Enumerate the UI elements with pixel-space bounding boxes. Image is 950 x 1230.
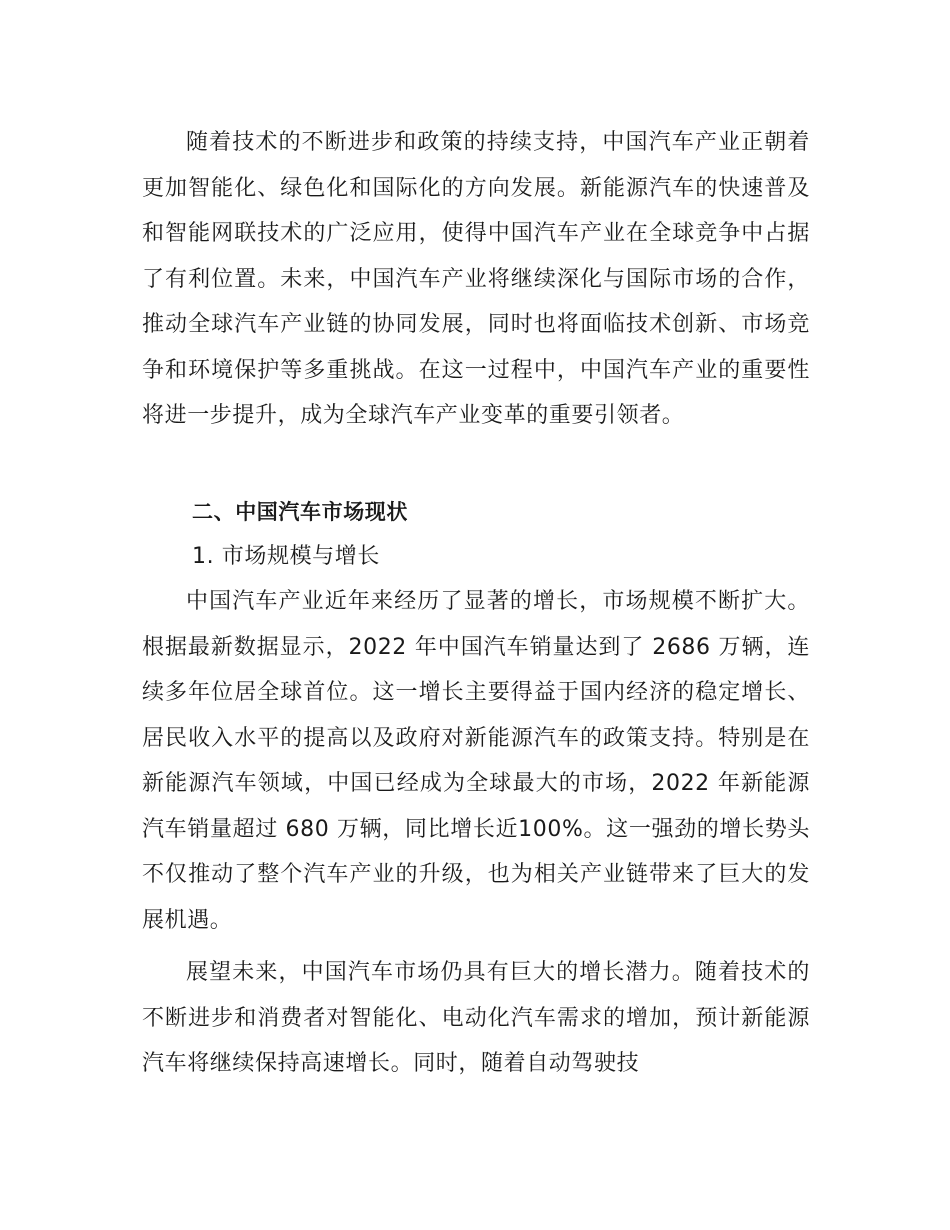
subsection-heading bbox=[142, 534, 810, 579]
section-heading bbox=[142, 490, 810, 535]
body-paragraph-outlook bbox=[142, 950, 810, 1087]
paragraph-text: 随着技术的不断进步和政策的持续支持，中国汽车产业正朝着更加智能化、绿色化和国际化的方向发展。新能源汽车的快速普及和智能网联技术的广泛应用，使得中国汽车产业在全球竞争中占据了有利位置。未来，中国汽车产业将继续深化与国际市场的合作，推动全球汽车产业链的协同发展，同时也将面临技术创新、市场竞争和环境保护等多重挑战。在这一过程中，中国汽车产业的重要性将进一步提升，成为全球汽车产业变革的重要引领者。 bbox=[142, 130, 810, 428]
subsection-heading-text: 1. 市场规模与增长 bbox=[192, 544, 380, 569]
body-paragraph-intro bbox=[142, 120, 810, 439]
paragraph-text: 展望未来，中国汽车市场仍具有巨大的增长潜力。随着技术的不断进步和消费者对智能化、电动化汽车需求的增加，预计新能源汽车将继续保持高速增长。同时，随着自动驾驶技 bbox=[142, 960, 810, 1076]
section-heading-text: 二、中国汽车市场现状 bbox=[192, 500, 408, 524]
paragraph-text: 中国汽车产业近年来经历了显著的增长，市场规模不断扩大。根据最新数据显示，2022 年中国汽车销量达到了 2686 万辆，连续多年位居全球首位。这一增长主要得益于国内经济的稳定增长、居民收入水平的提高以及政府对新能源汽车的政策支持。特别是在新能源汽车领域，中国已经成为全球最大的市场，2022 年新能源汽车销量超过 680 万辆，同比增长近100%。这一强劲的增长势头不仅推动了整个汽车产业的升级，也为相关产业链带来了巨大的发展机遇。 bbox=[142, 589, 810, 933]
body-paragraph-growth bbox=[142, 579, 810, 943]
